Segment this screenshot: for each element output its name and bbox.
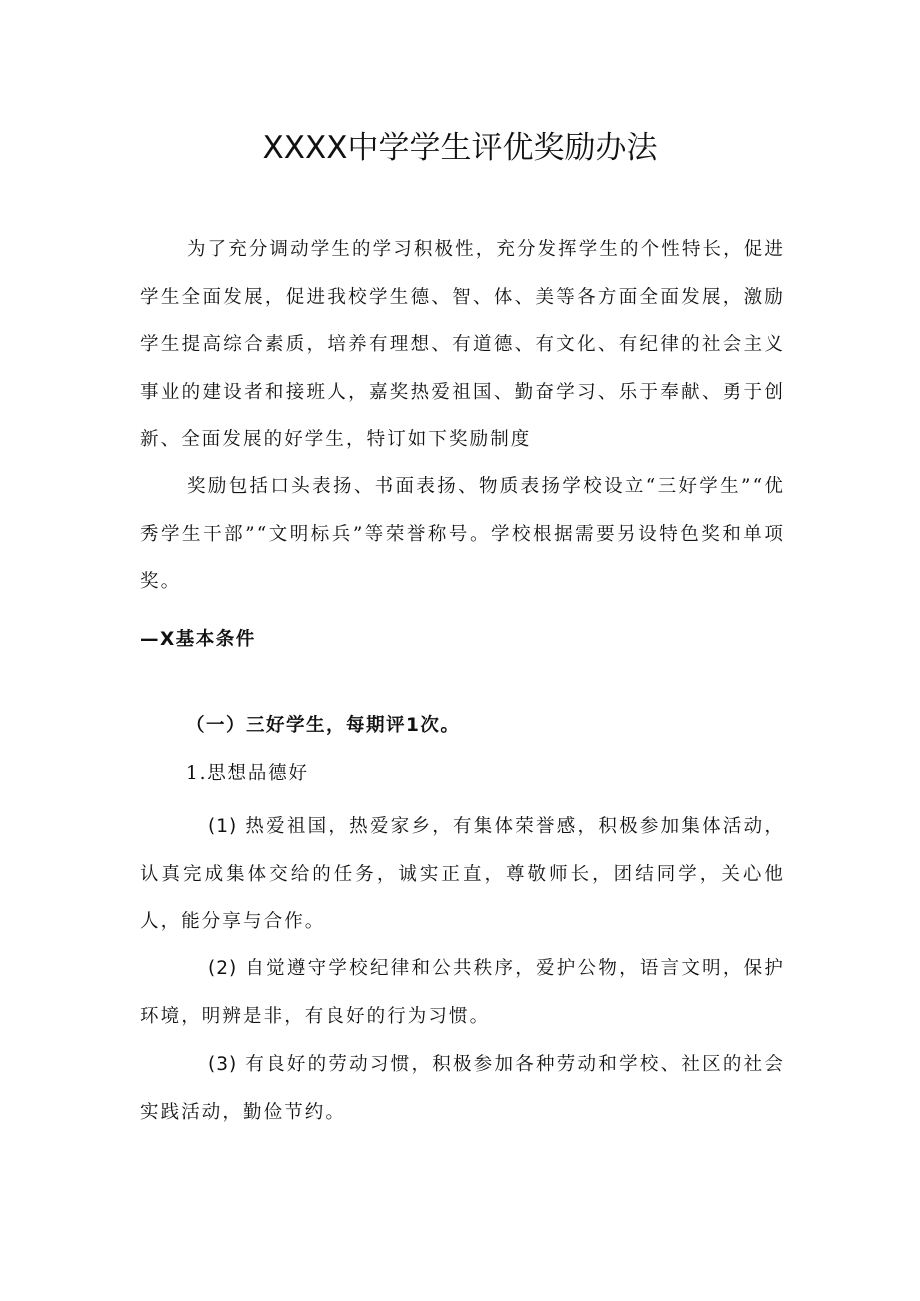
subsection-heading-three-good-students: （一）三好学生，每期评1次。 xyxy=(186,715,461,736)
criterion-item-number: (2) xyxy=(208,958,238,979)
criterion-item-1 xyxy=(140,803,785,946)
criterion-item-number: (1) xyxy=(208,816,238,837)
intro-paragraph-1: 为了充分调动学生的学习积极性，充分发挥学生的个性特长，促进学生全面发展，促进我校学生德、智、体、美等各方面全面发展，激励学生提高综合素质，培养有理想、有道德、有文化、有纪律的社会主义事业的建设者和接班人，嘉奖热爱祖国、勤奋学习、乐于奉献、勇于创新、全面发展的好学生，特订如下奖励制度 xyxy=(140,239,785,450)
criterion-item-text: 自觉遵守学校纪律和公共秩序，爱护公物，语言文明，保护环境，明辨是非，有良好的行为习惯。 xyxy=(140,958,786,1027)
intro-paragraph-2: 奖励包括口头表扬、书面表扬、物质表扬学校设立“三好学生”“优秀学生干部”“文明标兵”等荣誉称号。学校根据需要另设特色奖和单项奖。 xyxy=(140,476,785,592)
criterion-item-text: 有良好的劳动习惯，积极参加各种劳动和学校、社区的社会实践活动，勤俭节约。 xyxy=(140,1054,786,1123)
document-title: XXXX中学学生评优奖励办法 xyxy=(262,130,658,166)
criterion-item-text: 热爱祖国，热爱家乡，有集体荣誉感，积极参加集体活动，认真完成集体交给的任务，诚实正直，尊敬师长，团结同学，关心他人，能分享与合作。 xyxy=(140,816,786,932)
criterion-heading-moral-character: 1.思想品德好 xyxy=(186,763,309,784)
criterion-item-3 xyxy=(140,1041,785,1136)
criterion-item-2 xyxy=(140,945,785,1040)
section-heading-basic-conditions: —X基本条件 xyxy=(140,629,256,650)
criterion-item-number: (3) xyxy=(208,1054,238,1075)
